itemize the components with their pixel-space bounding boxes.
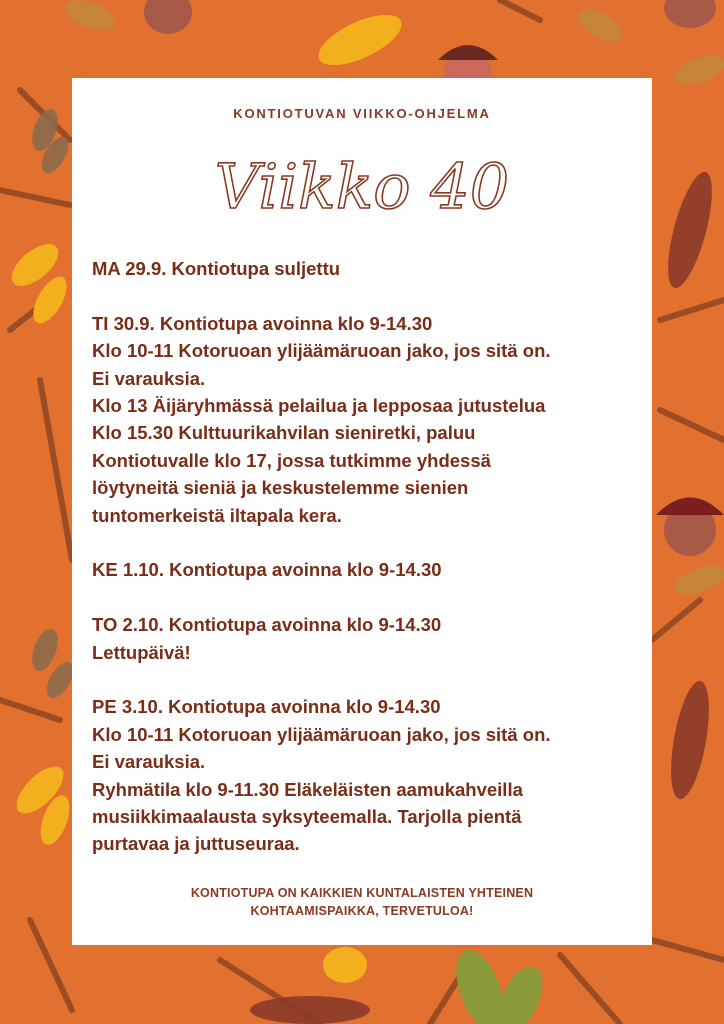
schedule-line: Klo 10-11 Kotoruoan ylijäämäruoan jako, jos sitä on. bbox=[92, 340, 551, 362]
day-tuesday bbox=[92, 310, 642, 529]
footer-line-2: KOHTAAMISPAIKKA, TERVETULOA! bbox=[250, 904, 474, 918]
schedule-line: Klo 13 Äijäryhmässä pelailua ja lepposaa jutustelua bbox=[92, 395, 546, 417]
day-monday bbox=[92, 255, 642, 282]
schedule-line: Ryhmätila klo 9-11.30 Eläkeläisten aamukahveilla bbox=[92, 778, 523, 800]
schedule-line: PE 3.10. Kontiotupa avoinna klo 9-14.30 bbox=[92, 696, 441, 718]
schedule-line: MA 29.9. Kontiotupa suljettu bbox=[92, 258, 341, 279]
week-title-text: Viikko 40 bbox=[214, 150, 510, 223]
schedule-line: Klo 15.30 Kulttuurikahvilan sieniretki, paluu bbox=[92, 422, 476, 444]
day-friday bbox=[92, 693, 642, 857]
schedule-line: löytyneitä sieniä ja keskustelemme sienien bbox=[92, 477, 469, 499]
schedule-line: tuntomerkeistä iltapala kera. bbox=[92, 504, 342, 526]
schedule-line: musiikkimaalausta syksyteemalla. Tarjolla pientä bbox=[92, 806, 522, 828]
day-wednesday bbox=[92, 556, 642, 583]
schedule-line: Kontiotuvalle klo 17, jossa tutkimme yhdessä bbox=[92, 449, 491, 471]
schedule-line: KE 1.10. Kontiotupa avoinna klo 9-14.30 bbox=[92, 559, 442, 581]
week-title bbox=[72, 136, 652, 236]
schedule-line: Ei varauksia. bbox=[92, 367, 206, 389]
footer-line-1: KONTIOTUPA ON KAIKKIEN KUNTALAISTEN YHTEINEN bbox=[190, 886, 534, 900]
footer-note bbox=[72, 884, 652, 920]
schedule-line: Klo 10-11 Kotoruoan ylijäämäruoan jako, jos sitä on. bbox=[92, 723, 551, 745]
schedule bbox=[92, 255, 642, 885]
program-kicker: KONTIOTUVAN VIIKKO-OHJELMA bbox=[233, 106, 491, 121]
schedule-line: purtavaa ja juttuseuraa. bbox=[92, 833, 300, 855]
schedule-line: TO 2.10. Kontiotupa avoinna klo 9-14.30 bbox=[92, 614, 442, 636]
schedule-line: TI 30.9. Kontiotupa avoinna klo 9-14.30 bbox=[92, 312, 433, 334]
program-card bbox=[72, 78, 652, 945]
schedule-line: Lettupäivä! bbox=[92, 641, 191, 663]
day-thursday bbox=[92, 611, 642, 666]
schedule-line: Ei varauksia. bbox=[92, 751, 206, 773]
